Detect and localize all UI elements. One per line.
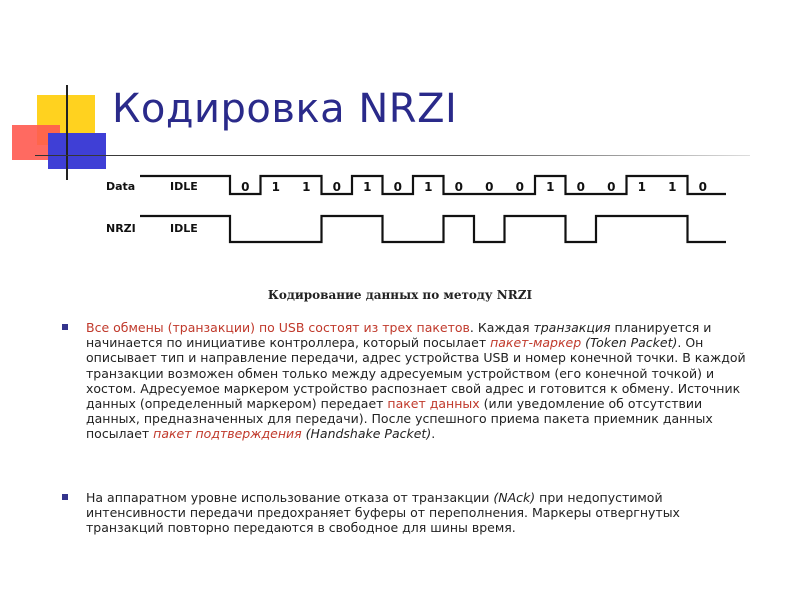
text-segment: при недопустимой интенсивности передачи предохраняет буферы от переполнения. Маркеры отвергнутых транзакций повторно передаются в свободное для шины время. [86, 490, 680, 536]
text-italic-handshake-en: (Handshake Packet) [301, 426, 432, 442]
text-highlight-token-packet: пакет-маркер [490, 335, 582, 351]
bullet-item-nack [62, 490, 752, 536]
data-bit-label: 0 [515, 180, 524, 194]
decor-blue-square [48, 133, 106, 169]
bullet-list-1 [62, 320, 752, 442]
data-bit-label: 0 [332, 180, 341, 194]
bullet-square-icon [62, 494, 68, 500]
bullet-square-icon [62, 324, 68, 330]
nrzi-row-label: NRZI [106, 222, 136, 235]
text-highlight-data-packet: пакет данных [387, 396, 480, 412]
data-bit-label: 1 [637, 180, 646, 194]
data-bit-label: 1 [424, 180, 433, 194]
slide-title: Кодировка NRZI [112, 86, 458, 132]
text-highlight-handshake-packet: пакет подтверждения [153, 426, 302, 442]
data-bit-label: 0 [241, 180, 250, 194]
data-bit-labels [241, 180, 707, 194]
data-bit-label: 0 [607, 180, 616, 194]
bullet-list-2 [62, 490, 752, 536]
text-segment: планируется и начинается по инициативе контроллера, который посылает [86, 320, 712, 351]
data-bit-label: 0 [393, 180, 402, 194]
text-segment: . Он описывает тип и направление передачи, адрес устройства USB и номер конечной точки. В каждой транзакции возможен обмен только между адресуемым устройством (его конечной точкой) и хостом. Адресуемое маркером устройство распознает свой адрес и готовится к обмену. Источник данных (определенный маркером) передает [86, 335, 746, 412]
nrzi-timing-diagram [100, 168, 740, 258]
decor-vertical-line [66, 85, 68, 180]
data-bit-label: 1 [363, 180, 372, 194]
data-bit-label: 0 [485, 180, 494, 194]
data-bit-label: 1 [668, 180, 677, 194]
text-italic-transaction: транзакция [533, 320, 611, 335]
data-bit-label: 1 [546, 180, 555, 194]
data-bit-label: 1 [271, 180, 280, 194]
text-italic-nack: (NAck) [493, 490, 536, 505]
bullet-item-transactions [62, 320, 752, 442]
title-underline [35, 155, 750, 156]
diagram-caption: Кодирование данных по методу NRZI [267, 288, 533, 302]
text-italic-token-packet-en: (Token Packet) [581, 335, 678, 351]
text-segment: . Каждая [469, 320, 534, 335]
text-segment: На аппаратном уровне использование отказа от транзакции [86, 490, 494, 505]
text-segment: (или уведомление об отсутствии данных, предназначенных для передачи). После успешного приема пакета приемник данных посылает [86, 396, 713, 442]
data-row-label: Data [106, 180, 136, 193]
text-segment: . [431, 426, 436, 442]
text-highlight-usb-packets: Все обмены (транзакции) по USB состоят из трех пакетов [86, 320, 470, 335]
data-bit-label: 0 [576, 180, 585, 194]
data-bit-label: 1 [302, 180, 311, 194]
data-bit-label: 0 [454, 180, 463, 194]
data-bit-label: 0 [698, 180, 707, 194]
data-idle-label: IDLE [170, 180, 198, 193]
nrzi-waveform [140, 216, 726, 242]
nrzi-idle-label: IDLE [170, 222, 198, 235]
